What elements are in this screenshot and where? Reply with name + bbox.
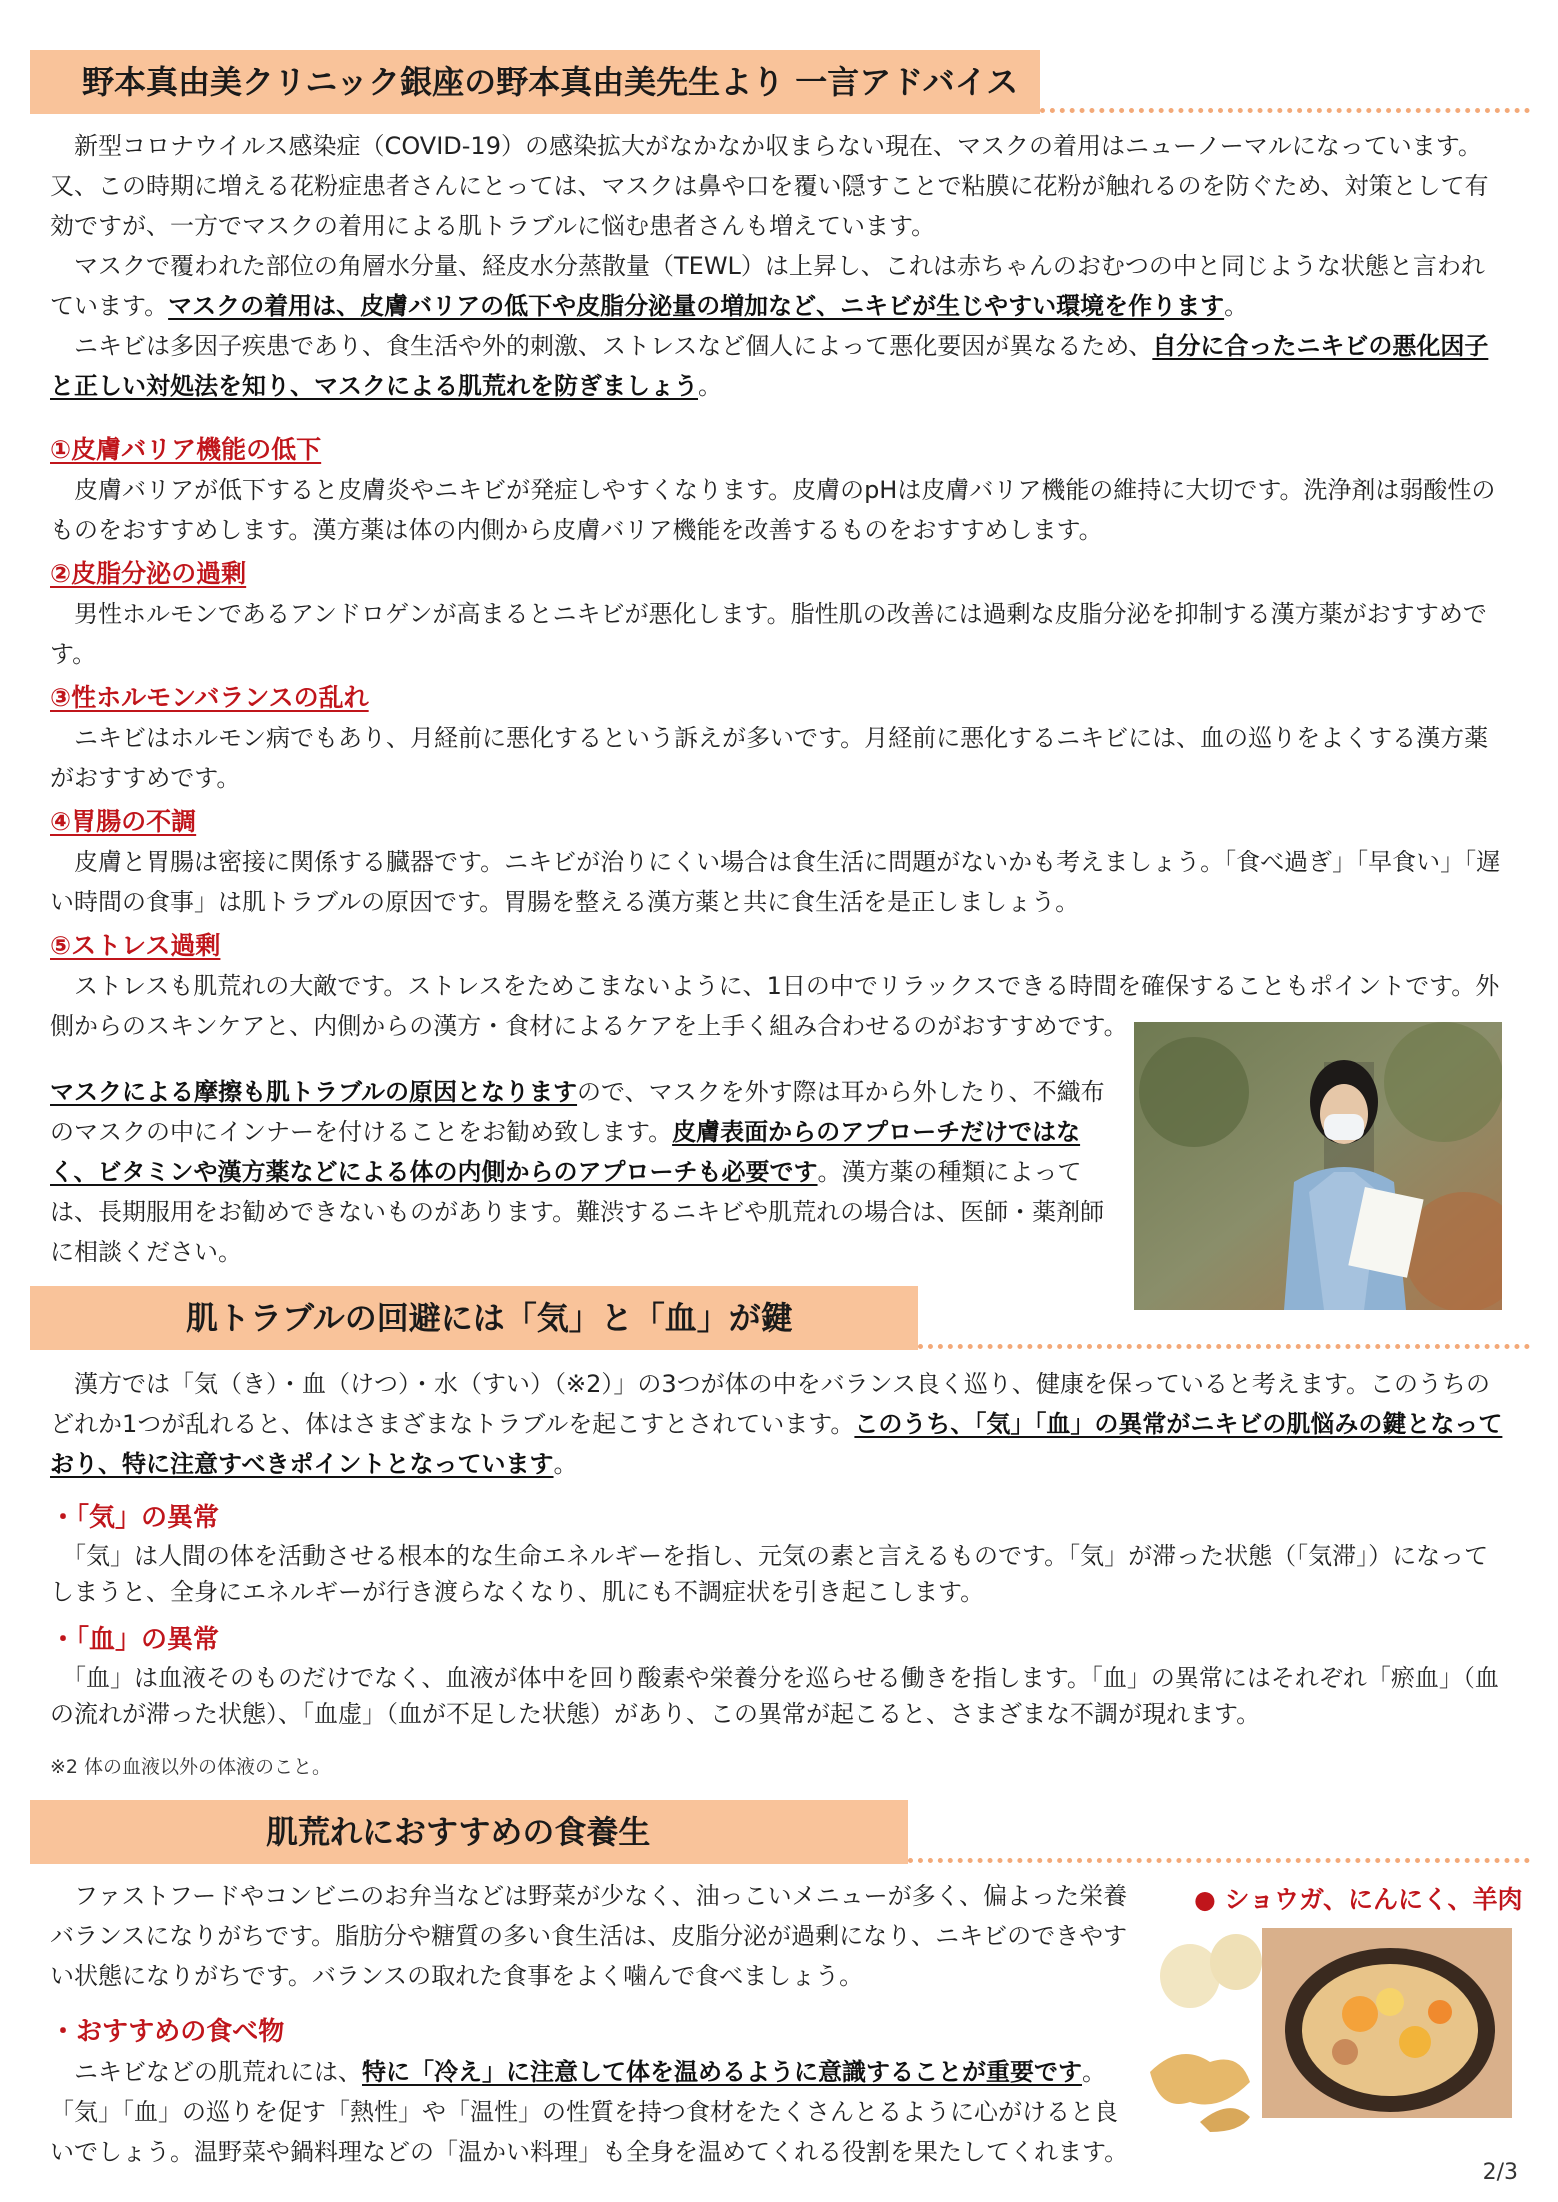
divider [918,1344,1530,1349]
food-paragraph: ニキビなどの肌荒れには、特に「冷え」に注意して体を温めるように意識することが重要です。「気」「血」の巡りを促す「熱性」や「温性」の性質を持つ食材をたくさんとるように心がけると良いでしょう。温野菜や鍋料理などの「温かい料理」も全身を温めてくれる役割を果たしてくれます。 [50,2058,1129,2166]
highlight-text: マスクの着用は、皮膚バリアの低下や皮脂分泌量の増加など、ニキビが生じやすい環境を作ります [168,292,1225,320]
item-title: ⑤ストレス過剰 [50,931,221,960]
tewl-paragraph: マスクで覆われた部位の角層水分量、経皮水分蒸散量（TEWL）は上昇し、これは赤ちゃんのおむつの中と同じような状態と言われています。マスクの着用は、皮膚バリアの低下や皮脂分泌量の増加など、ニキビが生じやすい環境を作ります。 [50,252,1485,320]
ketsu-text: 「血」は血液そのものだけでなく、血液が体中を回り酸素や栄養分を巡らせる働きを指します。「血」の異常にはそれぞれ「瘀血」（血の流れが滞った状態）、「血虚」（血が不足した状態）があり、この異常が起こると、さまざまな不調が現れます。 [50,1664,1499,1728]
food-label: ● ショウガ、にんにく、羊肉 [1194,1885,1523,1914]
section3-header [30,1800,908,1864]
section1-header [30,50,1040,114]
ki-text: 「気」は人間の体を活動させる根本的な生命エネルギーを指し、元気の素と言えるものです。「気」が滞った状態（「気滞」）になってしまうと、全身にエネルギーが行き渡らなくなり、肌にも不調症状を引き起こします。 [50,1542,1489,1606]
item-text: 男性ホルモンであるアンドロゲンが高まるとニキビが悪化します。脂性肌の改善には過剰な皮脂分泌を抑制する漢方薬がおすすめです。 [50,600,1487,668]
food-photo [1140,1922,1520,2132]
highlight-text: 皮膚表面からのアプローチだけではなく、ビタミンや漢方薬などによる体の内側からのアプローチも必要です [50,1118,1081,1186]
divider [1040,108,1530,113]
item-text: ニキビはホルモン病でもあり、月経前に悪化するという訴えが多いです。月経前に悪化するニキビには、血の巡りをよくする漢方薬がおすすめです。 [50,724,1489,792]
item-title: ③性ホルモンバランスの乱れ [50,683,369,712]
ketsu-title: ・「血」の異常 [50,1625,220,1655]
item-title: ④胃腸の不調 [50,807,197,836]
highlight-text: このうち、「気」「血」の異常がニキビの肌悩みの鍵となっており、特に注意すべきポイントとなっています [50,1410,1503,1478]
section2-header [30,1286,918,1350]
kiketsu-paragraph: 漢方では「気（き）・血（けつ）・水（すい）（※2）」の3つが体の中をバランス良く巡り、健康を保っていると考えます。このうちのどれか1つが乱れると、体はさまざまなトラブルを起こすとされています。このうち、「気」「血」の異常がニキビの肌悩みの鍵となっており、特に注意すべきポイントとなっています。 [50,1370,1503,1478]
intro-paragraph: 新型コロナウイルス感染症（COVID-19）の感染拡大がなかなか収まらない現在、マスクの着用はニューノーマルになっています。又、この時期に増える花粉症患者さんにとっては、マスクは鼻や口を覆い隠すことで粘膜に花粉が触れるのを防ぐため、対策として有効ですが、一方でマスクの着用による肌トラブルに悩む患者さんも増えています。 [50,132,1489,240]
highlight-text: マスクによる摩擦も肌トラブルの原因となります [50,1078,578,1106]
item-title: ①皮膚バリア機能の低下 [50,435,322,464]
section3-title: 肌荒れにおすすめの食養生 [266,1813,651,1851]
woman-with-mask-photo [1134,1022,1502,1310]
item-text: ストレスも肌荒れの大敵です。ストレスをためこまないように、1日の中でリラックスできる時間を確保することもポイントです。外側からのスキンケアと、内側からの漢方・食材によるケアを上手く組み合わせるのがおすすめです。 [50,972,1500,1040]
divider [908,1858,1530,1863]
acne-paragraph: ニキビは多因子疾患であり、食生活や外的刺激、ストレスなど個人によって悪化要因が異なるため、自分に合ったニキビの悪化因子と正しい対処法を知り、マスクによる肌荒れを防ぎましょう。 [50,332,1489,400]
ki-title: ・「気」の異常 [50,1503,220,1533]
section2-title: 肌トラブルの回避には「気」と「血」が鍵 [186,1299,793,1337]
item-text: 皮膚と胃腸は密接に関係する臓器です。ニキビが治りにくい場合は食生活に問題がないかも考えましょう。「食べ過ぎ」「早食い」「遅い時間の食事」は肌トラブルの原因です。胃腸を整える漢方薬と共に食生活を是正しましょう。 [50,848,1501,916]
mask-paragraph: マスクによる摩擦も肌トラブルの原因となりますので、マスクを外す際は耳から外したり、不織布のマスクの中にインナーを付けることをお勧め致します。皮膚表面からのアプローチだけではなく、ビタミンや漢方薬などによる体の内側からのアプローチも必要です。漢方薬の種類によっては、長期服用をお勧めできないものがあります。難渋するニキビや肌荒れの場合は、医師・薬剤師に相談ください。 [50,1078,1105,1266]
diet-paragraph: ファストフードやコンビニのお弁当などは野菜が少なく、油っこいメニューが多く、偏よった栄養バランスになりがちです。脂肪分や糖質の多い食生活は、皮脂分泌が過剰になり、ニキビのできやすい状態になりがちです。バランスの取れた食事をよく噛んで食べましょう。 [50,1882,1128,1990]
page-number: 2/3 [1482,2160,1518,2185]
footnote: ※2 体の血液以外の体液のこと。 [50,1756,332,1778]
food-title: ・おすすめの食べ物 [50,2017,285,2047]
item-title: ②皮脂分泌の過剰 [50,559,247,588]
section1-title: 野本真由美クリニック銀座の野本真由美先生より 一言アドバイス [82,63,1019,101]
item-text: 皮膚バリアが低下すると皮膚炎やニキビが発症しやすくなります。皮膚のpHは皮膚バリア機能の維持に大切です。洗浄剤は弱酸性のものをおすすめします。漢方薬は体の内側から皮膚バリア機能を改善するものをおすすめします。 [50,476,1496,544]
highlight-text: 自分に合ったニキビの悪化因子と正しい対処法を知り、マスクによる肌荒れを防ぎましょう [50,332,1489,400]
highlight-text: 特に「冷え」に注意して体を温めるように意識することが重要です [362,2058,1082,2086]
